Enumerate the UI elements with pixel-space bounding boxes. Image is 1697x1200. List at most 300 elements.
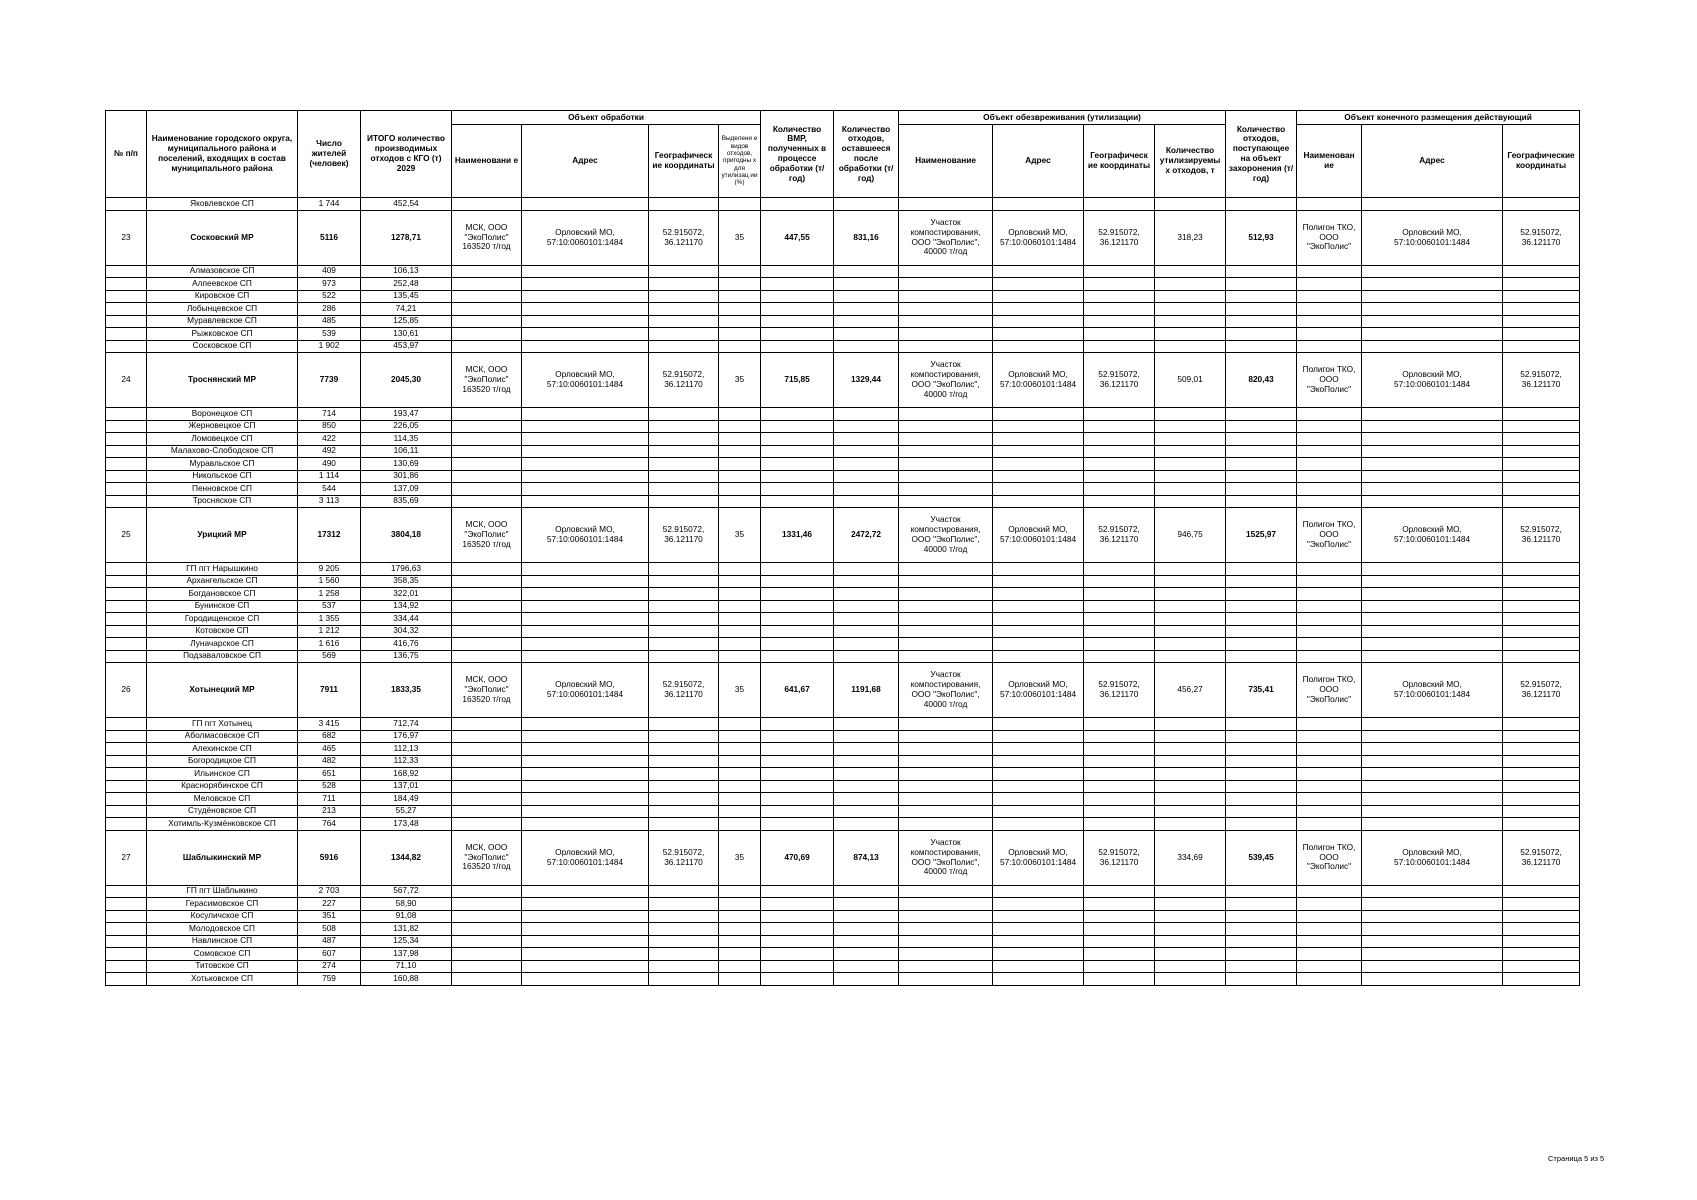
cell-burial bbox=[1226, 433, 1297, 446]
cell-vmr bbox=[761, 495, 834, 508]
cell-proc-geo bbox=[649, 768, 719, 781]
cell-total: 1796,63 bbox=[361, 563, 452, 576]
cell-total: 322,01 bbox=[361, 588, 452, 601]
cell-proc-geo bbox=[649, 613, 719, 626]
cell-remain bbox=[834, 445, 899, 458]
cell-final-name: Полигон ТКО, ООО "ЭкоПолис" bbox=[1297, 830, 1362, 885]
cell-util-name bbox=[899, 718, 993, 731]
cell-final-addr: Орловский МО, 57:10:0060101:1484 bbox=[1362, 830, 1503, 885]
cell-util-name bbox=[899, 278, 993, 291]
cell-remain bbox=[834, 600, 899, 613]
cell-vmr bbox=[761, 588, 834, 601]
cell-util-qty bbox=[1155, 625, 1226, 638]
col-header-proc-geo: Географическ ие координаты bbox=[649, 125, 719, 198]
cell-final-name bbox=[1297, 948, 1362, 961]
cell-remain bbox=[834, 290, 899, 303]
cell-util-geo bbox=[1084, 290, 1155, 303]
cell-proc-geo: 52.915072, 36.121170 bbox=[649, 830, 719, 885]
cell-proc-pct bbox=[719, 433, 761, 446]
cell-total: 567,72 bbox=[361, 885, 452, 898]
cell-util-qty bbox=[1155, 613, 1226, 626]
cell-final-name bbox=[1297, 495, 1362, 508]
cell-final-addr bbox=[1362, 613, 1503, 626]
cell-final-addr bbox=[1362, 730, 1503, 743]
cell-util-qty bbox=[1155, 730, 1226, 743]
cell-remain bbox=[834, 420, 899, 433]
cell-proc-addr bbox=[522, 278, 649, 291]
cell-burial bbox=[1226, 198, 1297, 211]
col-header-util-qty: Количество утилизируемы х отходов, т bbox=[1155, 125, 1226, 198]
settlement-row bbox=[106, 885, 1580, 898]
cell-name: ГП пгт Шаблыкино bbox=[147, 885, 298, 898]
cell-proc-geo bbox=[649, 960, 719, 973]
cell-util-geo bbox=[1084, 743, 1155, 756]
cell-name: Котовское СП bbox=[147, 625, 298, 638]
cell-util-name bbox=[899, 420, 993, 433]
cell-final-name bbox=[1297, 265, 1362, 278]
cell-util-addr: Орловский МО, 57:10:0060101:1484 bbox=[993, 353, 1084, 408]
cell-proc-pct bbox=[719, 420, 761, 433]
cell-proc-pct bbox=[719, 718, 761, 731]
cell-pop: 522 bbox=[298, 290, 361, 303]
cell-util-name bbox=[899, 433, 993, 446]
cell-util-addr: Орловский МО, 57:10:0060101:1484 bbox=[993, 210, 1084, 265]
cell-final-geo bbox=[1503, 755, 1580, 768]
cell-proc-name bbox=[452, 198, 522, 211]
cell-pop: 714 bbox=[298, 408, 361, 421]
cell-proc-addr bbox=[522, 638, 649, 651]
cell-vmr bbox=[761, 935, 834, 948]
cell-proc-addr bbox=[522, 495, 649, 508]
cell-util-name bbox=[899, 885, 993, 898]
cell-name: Меловское СП bbox=[147, 793, 298, 806]
cell-pop: 759 bbox=[298, 973, 361, 986]
cell-proc-name bbox=[452, 470, 522, 483]
cell-final-name bbox=[1297, 898, 1362, 911]
cell-vmr bbox=[761, 718, 834, 731]
cell-util-geo bbox=[1084, 923, 1155, 936]
cell-burial bbox=[1226, 315, 1297, 328]
cell-vmr bbox=[761, 898, 834, 911]
cell-total: 334,44 bbox=[361, 613, 452, 626]
cell-util-addr bbox=[993, 818, 1084, 831]
cell-final-addr bbox=[1362, 718, 1503, 731]
cell-remain bbox=[834, 588, 899, 601]
cell-vmr bbox=[761, 755, 834, 768]
cell-vmr bbox=[761, 923, 834, 936]
cell-proc-addr bbox=[522, 265, 649, 278]
cell-pop: 7911 bbox=[298, 663, 361, 718]
cell-remain bbox=[834, 328, 899, 341]
cell-proc-addr: Орловский МО, 57:10:0060101:1484 bbox=[522, 210, 649, 265]
cell-proc-geo: 52.915072, 36.121170 bbox=[649, 353, 719, 408]
cell-util-qty bbox=[1155, 743, 1226, 756]
settlement-row bbox=[106, 433, 1580, 446]
cell-vmr bbox=[761, 290, 834, 303]
cell-proc-name bbox=[452, 315, 522, 328]
cell-proc-pct bbox=[719, 445, 761, 458]
cell-total: 453,97 bbox=[361, 340, 452, 353]
cell-pop: 1 902 bbox=[298, 340, 361, 353]
cell-util-addr bbox=[993, 805, 1084, 818]
cell-name: Аболмасовское СП bbox=[147, 730, 298, 743]
cell-pop: 492 bbox=[298, 445, 361, 458]
cell-proc-pct bbox=[719, 600, 761, 613]
cell-name: Сомовское СП bbox=[147, 948, 298, 961]
cell-final-name bbox=[1297, 638, 1362, 651]
cell-proc-name bbox=[452, 948, 522, 961]
cell-util-addr bbox=[993, 278, 1084, 291]
cell-proc-name bbox=[452, 290, 522, 303]
cell-name: Студёновское СП bbox=[147, 805, 298, 818]
cell-util-qty bbox=[1155, 638, 1226, 651]
cell-final-addr bbox=[1362, 420, 1503, 433]
settlement-row bbox=[106, 278, 1580, 291]
cell-util-name: Участок компостирования, ООО "ЭкоПолис", 40000 т/год bbox=[899, 353, 993, 408]
cell-util-addr bbox=[993, 265, 1084, 278]
cell-proc-name bbox=[452, 458, 522, 471]
cell-name: ГП пгт Хотынец bbox=[147, 718, 298, 731]
cell-util-addr: Орловский МО, 57:10:0060101:1484 bbox=[993, 830, 1084, 885]
cell-proc-pct bbox=[719, 730, 761, 743]
col-header-util-name: Наименование bbox=[899, 125, 993, 198]
cell-remain bbox=[834, 433, 899, 446]
cell-proc-geo bbox=[649, 445, 719, 458]
cell-pop: 3 113 bbox=[298, 495, 361, 508]
cell-util-name bbox=[899, 910, 993, 923]
cell-util-addr bbox=[993, 973, 1084, 986]
cell-final-name bbox=[1297, 408, 1362, 421]
group-header-utilization: Объект обезвреживания (утилизации) bbox=[899, 111, 1226, 125]
cell-burial bbox=[1226, 470, 1297, 483]
cell-util-geo bbox=[1084, 885, 1155, 898]
cell-proc-name bbox=[452, 408, 522, 421]
cell-util-geo bbox=[1084, 458, 1155, 471]
cell-proc-geo bbox=[649, 923, 719, 936]
cell-num bbox=[106, 563, 147, 576]
cell-remain bbox=[834, 793, 899, 806]
cell-proc-addr bbox=[522, 805, 649, 818]
cell-final-addr bbox=[1362, 495, 1503, 508]
cell-util-qty bbox=[1155, 420, 1226, 433]
cell-total: 137,09 bbox=[361, 483, 452, 496]
cell-proc-name bbox=[452, 588, 522, 601]
waste-flow-table bbox=[105, 110, 1580, 986]
cell-remain bbox=[834, 198, 899, 211]
district-row bbox=[106, 508, 1580, 563]
cell-total: 106,13 bbox=[361, 265, 452, 278]
cell-util-qty bbox=[1155, 973, 1226, 986]
cell-burial bbox=[1226, 948, 1297, 961]
cell-final-geo bbox=[1503, 198, 1580, 211]
cell-util-name: Участок компостирования, ООО "ЭкоПолис", 40000 т/год bbox=[899, 210, 993, 265]
cell-util-geo bbox=[1084, 898, 1155, 911]
cell-proc-name bbox=[452, 960, 522, 973]
cell-util-geo bbox=[1084, 588, 1155, 601]
cell-proc-addr bbox=[522, 563, 649, 576]
page-number: Страница 5 из 5 bbox=[1548, 1154, 1605, 1163]
cell-util-name bbox=[899, 960, 993, 973]
cell-final-addr bbox=[1362, 793, 1503, 806]
cell-util-name bbox=[899, 793, 993, 806]
cell-remain bbox=[834, 818, 899, 831]
cell-remain bbox=[834, 960, 899, 973]
cell-burial bbox=[1226, 445, 1297, 458]
cell-pop: 7739 bbox=[298, 353, 361, 408]
cell-final-geo bbox=[1503, 575, 1580, 588]
cell-final-addr bbox=[1362, 408, 1503, 421]
cell-util-geo bbox=[1084, 278, 1155, 291]
cell-total: 160,88 bbox=[361, 973, 452, 986]
cell-name: Муравльское СП bbox=[147, 458, 298, 471]
cell-num bbox=[106, 948, 147, 961]
cell-util-geo bbox=[1084, 650, 1155, 663]
cell-num bbox=[106, 265, 147, 278]
cell-util-qty bbox=[1155, 495, 1226, 508]
cell-burial: 1525,97 bbox=[1226, 508, 1297, 563]
cell-final-addr bbox=[1362, 470, 1503, 483]
cell-total: 125,85 bbox=[361, 315, 452, 328]
cell-burial bbox=[1226, 588, 1297, 601]
cell-num bbox=[106, 960, 147, 973]
cell-proc-name bbox=[452, 973, 522, 986]
cell-vmr bbox=[761, 265, 834, 278]
cell-final-addr bbox=[1362, 743, 1503, 756]
cell-final-addr bbox=[1362, 303, 1503, 316]
cell-total: 304,32 bbox=[361, 625, 452, 638]
cell-proc-name bbox=[452, 743, 522, 756]
cell-num bbox=[106, 768, 147, 781]
cell-proc-addr bbox=[522, 303, 649, 316]
cell-final-name bbox=[1297, 278, 1362, 291]
cell-vmr bbox=[761, 818, 834, 831]
cell-total: 55,27 bbox=[361, 805, 452, 818]
cell-proc-geo bbox=[649, 910, 719, 923]
cell-vmr bbox=[761, 445, 834, 458]
cell-util-name: Участок компостирования, ООО "ЭкоПолис", 40000 т/год bbox=[899, 830, 993, 885]
cell-final-geo: 52.915072, 36.121170 bbox=[1503, 353, 1580, 408]
cell-util-geo bbox=[1084, 718, 1155, 731]
col-header-total: ИТОГО количество производимых отходов с КГО (т) 2029 bbox=[361, 111, 452, 198]
cell-total: 416,76 bbox=[361, 638, 452, 651]
cell-total: 226,05 bbox=[361, 420, 452, 433]
cell-pop: 973 bbox=[298, 278, 361, 291]
cell-util-name bbox=[899, 805, 993, 818]
cell-util-addr bbox=[993, 650, 1084, 663]
cell-util-addr bbox=[993, 303, 1084, 316]
cell-proc-pct bbox=[719, 483, 761, 496]
cell-util-qty: 946,75 bbox=[1155, 508, 1226, 563]
cell-proc-geo bbox=[649, 303, 719, 316]
cell-burial bbox=[1226, 575, 1297, 588]
cell-total: 252,48 bbox=[361, 278, 452, 291]
cell-name: Сосковское СП bbox=[147, 340, 298, 353]
cell-vmr bbox=[761, 340, 834, 353]
cell-total: 112,13 bbox=[361, 743, 452, 756]
cell-util-geo bbox=[1084, 495, 1155, 508]
cell-proc-geo bbox=[649, 198, 719, 211]
cell-util-geo bbox=[1084, 420, 1155, 433]
cell-final-geo bbox=[1503, 768, 1580, 781]
cell-proc-pct bbox=[719, 328, 761, 341]
settlement-row bbox=[106, 818, 1580, 831]
cell-proc-name bbox=[452, 898, 522, 911]
cell-final-name: Полигон ТКО, ООО "ЭкоПолис" bbox=[1297, 663, 1362, 718]
cell-proc-pct bbox=[719, 290, 761, 303]
cell-proc-name bbox=[452, 638, 522, 651]
cell-burial bbox=[1226, 793, 1297, 806]
cell-final-addr bbox=[1362, 278, 1503, 291]
cell-util-addr bbox=[993, 768, 1084, 781]
cell-final-name: Полигон ТКО, ООО "ЭкоПолис" bbox=[1297, 508, 1362, 563]
cell-name: Алехинское СП bbox=[147, 743, 298, 756]
cell-final-geo bbox=[1503, 948, 1580, 961]
cell-total: 2045,30 bbox=[361, 353, 452, 408]
cell-util-qty bbox=[1155, 588, 1226, 601]
cell-final-addr bbox=[1362, 923, 1503, 936]
cell-final-name bbox=[1297, 458, 1362, 471]
cell-final-geo bbox=[1503, 973, 1580, 986]
cell-remain bbox=[834, 805, 899, 818]
cell-final-addr bbox=[1362, 960, 1503, 973]
cell-util-addr bbox=[993, 588, 1084, 601]
cell-util-name bbox=[899, 755, 993, 768]
cell-total: 452,54 bbox=[361, 198, 452, 211]
cell-pop: 482 bbox=[298, 755, 361, 768]
cell-vmr bbox=[761, 315, 834, 328]
cell-remain bbox=[834, 495, 899, 508]
settlement-row bbox=[106, 470, 1580, 483]
cell-util-name bbox=[899, 780, 993, 793]
cell-burial bbox=[1226, 923, 1297, 936]
cell-remain bbox=[834, 885, 899, 898]
settlement-row bbox=[106, 805, 1580, 818]
cell-total: 58,90 bbox=[361, 898, 452, 911]
cell-final-geo bbox=[1503, 600, 1580, 613]
cell-num bbox=[106, 935, 147, 948]
settlement-row bbox=[106, 340, 1580, 353]
cell-proc-pct bbox=[719, 755, 761, 768]
settlement-row bbox=[106, 718, 1580, 731]
cell-util-addr bbox=[993, 935, 1084, 948]
cell-remain bbox=[834, 755, 899, 768]
cell-proc-addr bbox=[522, 483, 649, 496]
cell-proc-addr bbox=[522, 780, 649, 793]
cell-util-geo bbox=[1084, 303, 1155, 316]
cell-util-qty: 509,01 bbox=[1155, 353, 1226, 408]
cell-pop: 487 bbox=[298, 935, 361, 948]
cell-final-geo: 52.915072, 36.121170 bbox=[1503, 210, 1580, 265]
col-header-num: № п/п bbox=[106, 111, 147, 198]
cell-util-geo bbox=[1084, 730, 1155, 743]
cell-name: Алмазовское СП bbox=[147, 265, 298, 278]
cell-proc-name bbox=[452, 780, 522, 793]
cell-util-geo bbox=[1084, 948, 1155, 961]
cell-final-name bbox=[1297, 433, 1362, 446]
cell-final-geo bbox=[1503, 433, 1580, 446]
cell-util-addr bbox=[993, 445, 1084, 458]
cell-proc-addr: Орловский МО, 57:10:0060101:1484 bbox=[522, 830, 649, 885]
settlement-row bbox=[106, 948, 1580, 961]
cell-util-addr bbox=[993, 730, 1084, 743]
cell-final-name bbox=[1297, 613, 1362, 626]
cell-proc-addr bbox=[522, 290, 649, 303]
cell-final-name bbox=[1297, 445, 1362, 458]
cell-proc-pct bbox=[719, 458, 761, 471]
cell-proc-geo bbox=[649, 935, 719, 948]
cell-proc-name bbox=[452, 885, 522, 898]
cell-final-name bbox=[1297, 780, 1362, 793]
cell-burial bbox=[1226, 650, 1297, 663]
settlement-row bbox=[106, 910, 1580, 923]
cell-burial bbox=[1226, 638, 1297, 651]
cell-final-addr bbox=[1362, 910, 1503, 923]
cell-util-addr bbox=[993, 948, 1084, 961]
cell-final-geo: 52.915072, 36.121170 bbox=[1503, 508, 1580, 563]
cell-proc-addr: Орловский МО, 57:10:0060101:1484 bbox=[522, 508, 649, 563]
cell-num bbox=[106, 470, 147, 483]
cell-final-addr: Орловский МО, 57:10:0060101:1484 bbox=[1362, 353, 1503, 408]
cell-pop: 1 744 bbox=[298, 198, 361, 211]
cell-name: Троснянский МР bbox=[147, 353, 298, 408]
cell-final-name bbox=[1297, 315, 1362, 328]
cell-proc-geo bbox=[649, 483, 719, 496]
cell-remain: 1329,44 bbox=[834, 353, 899, 408]
cell-final-geo bbox=[1503, 265, 1580, 278]
cell-num bbox=[106, 793, 147, 806]
cell-proc-addr bbox=[522, 315, 649, 328]
cell-proc-pct bbox=[719, 768, 761, 781]
cell-pop: 409 bbox=[298, 265, 361, 278]
cell-final-geo bbox=[1503, 805, 1580, 818]
cell-total: 301,86 bbox=[361, 470, 452, 483]
cell-proc-addr bbox=[522, 973, 649, 986]
cell-burial bbox=[1226, 718, 1297, 731]
cell-proc-geo bbox=[649, 433, 719, 446]
cell-name: Навлинское СП bbox=[147, 935, 298, 948]
cell-pop: 351 bbox=[298, 910, 361, 923]
cell-burial bbox=[1226, 768, 1297, 781]
cell-proc-geo bbox=[649, 885, 719, 898]
settlement-row bbox=[106, 780, 1580, 793]
cell-remain bbox=[834, 575, 899, 588]
cell-final-addr bbox=[1362, 818, 1503, 831]
cell-vmr bbox=[761, 638, 834, 651]
cell-proc-pct bbox=[719, 935, 761, 948]
cell-proc-name: МСК, ООО "ЭкоПолис" 163520 т/год bbox=[452, 508, 522, 563]
cell-proc-name bbox=[452, 328, 522, 341]
cell-burial bbox=[1226, 408, 1297, 421]
cell-util-qty bbox=[1155, 575, 1226, 588]
cell-util-name bbox=[899, 290, 993, 303]
cell-burial bbox=[1226, 278, 1297, 291]
cell-name: Богдановское СП bbox=[147, 588, 298, 601]
cell-num: 23 bbox=[106, 210, 147, 265]
cell-proc-geo bbox=[649, 495, 719, 508]
cell-num bbox=[106, 483, 147, 496]
cell-proc-name bbox=[452, 805, 522, 818]
cell-proc-pct bbox=[719, 340, 761, 353]
cell-proc-name: МСК, ООО "ЭкоПолис" 163520 т/год bbox=[452, 353, 522, 408]
cell-proc-geo bbox=[649, 730, 719, 743]
cell-util-addr bbox=[993, 408, 1084, 421]
cell-proc-addr bbox=[522, 613, 649, 626]
cell-util-qty bbox=[1155, 315, 1226, 328]
cell-final-geo bbox=[1503, 483, 1580, 496]
cell-proc-name bbox=[452, 340, 522, 353]
cell-proc-name bbox=[452, 935, 522, 948]
cell-name: Алпеевское СП bbox=[147, 278, 298, 291]
